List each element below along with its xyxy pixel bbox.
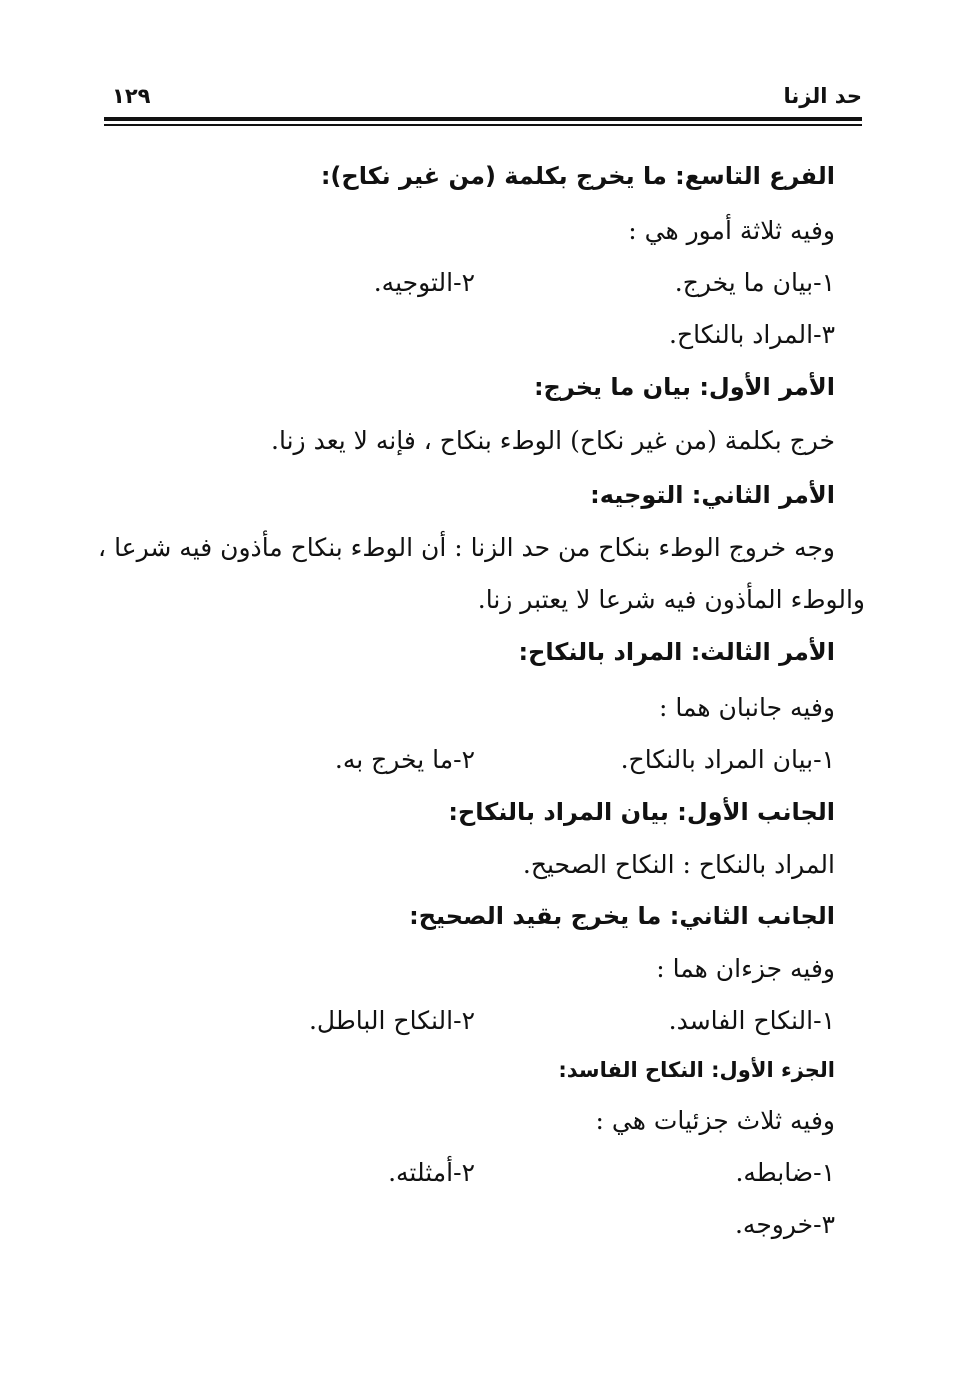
list-item: ٣-خروجه.: [734, 1210, 835, 1239]
header-rule-thin: [104, 124, 862, 126]
list-item: ١-النكاح الفاسد.: [668, 1006, 835, 1035]
running-title: حد الزنا: [783, 84, 862, 108]
list-item: ٢-ما يخرج به.: [334, 745, 475, 774]
header-rule-thick: [104, 117, 862, 121]
intro-text: وفيه جانبان هما :: [658, 693, 835, 722]
intro-text: وفيه ثلاث جزئيات هي :: [595, 1106, 835, 1135]
subheading: الجانب الثاني: ما يخرج بقيد الصحيح:: [409, 902, 835, 930]
page-number: ١٢٩: [112, 84, 151, 108]
list-item: ٣-المراد بالنكاح.: [669, 320, 835, 349]
subheading: الجزء الأول: النكاح الفاسد:: [558, 1058, 835, 1082]
paragraph-line: والوطء المأذون فيه شرعا لا يعتبر زنا.: [477, 585, 865, 614]
subheading: الأمر الأول: بيان ما يخرج:: [533, 373, 835, 401]
section-heading: الفرع التاسع: ما يخرج بكلمة (من غير نكاح):: [320, 162, 835, 190]
paragraph: خرج بكلمة (من غير نكاح) الوطء بنكاح ، فإنه لا يعد زنا.: [271, 426, 835, 455]
paragraph-line: وجه خروج الوطء بنكاح من حد الزنا : أن الوطء بنكاح مأذون فيه شرعا ،: [98, 533, 835, 562]
subheading: الأمر الثاني: التوجيه:: [590, 481, 835, 509]
list-item: ١-بيان المراد بالنكاح.: [620, 745, 835, 774]
list-item: ٢-أمثلته.: [388, 1158, 475, 1187]
list-item: ١-ضابطه.: [735, 1158, 835, 1187]
intro-text: وفيه ثلاثة أمور هي :: [628, 216, 835, 245]
list-item: ٢-التوجيه.: [373, 268, 475, 297]
subheading: الجانب الأول: بيان المراد بالنكاح:: [448, 798, 835, 826]
subheading: الأمر الثالث: المراد بالنكاح:: [518, 638, 835, 666]
intro-text: وفيه جزءان هما :: [656, 954, 835, 983]
list-item: ١-بيان ما يخرج.: [674, 268, 835, 297]
list-item: ٢-النكاح الباطل.: [308, 1006, 475, 1035]
paragraph: المراد بالنكاح : النكاح الصحيح.: [522, 850, 835, 879]
